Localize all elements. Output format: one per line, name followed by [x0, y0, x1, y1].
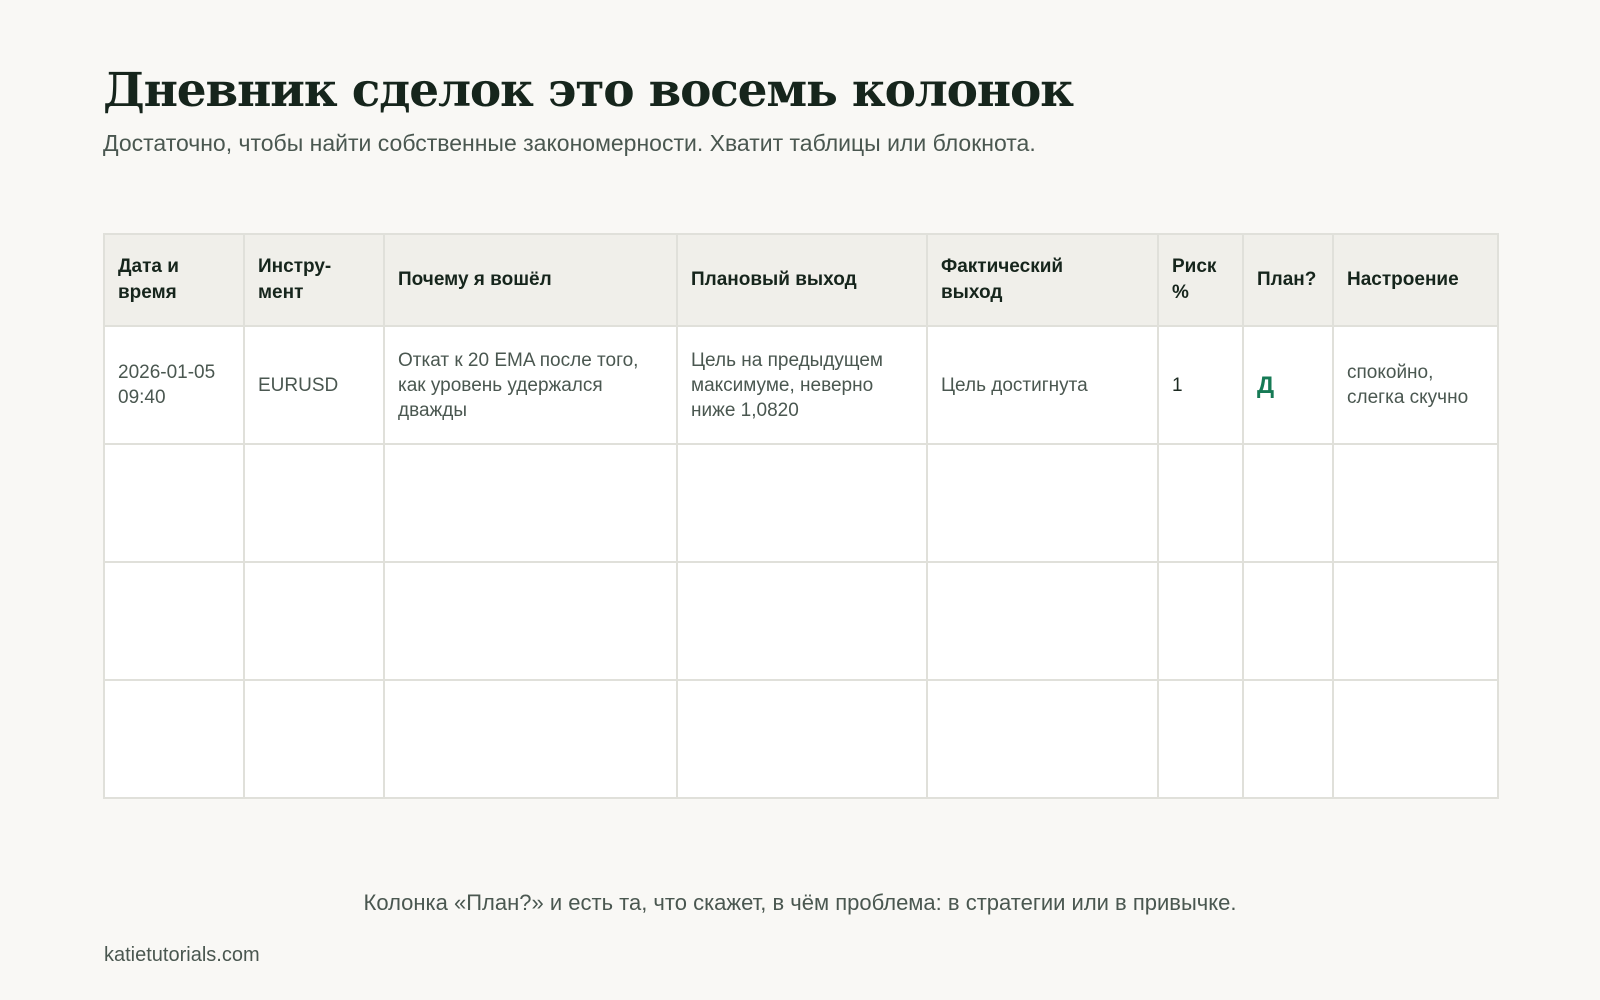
empty-cell	[104, 444, 244, 562]
empty-cell	[677, 680, 927, 798]
column-header-date: Дата и время	[104, 234, 244, 326]
empty-cell	[927, 444, 1158, 562]
table-header-row	[104, 234, 1498, 326]
footnote: Колонка «План?» и есть та, что скажет, в чём проблема: в стратегии или в привычке.	[363, 890, 1237, 915]
empty-cell	[1333, 562, 1498, 680]
empty-cell	[927, 680, 1158, 798]
page-title: Дневник сделок это восемь колонок	[103, 63, 1073, 118]
empty-cell	[1243, 562, 1333, 680]
empty-cell	[927, 562, 1158, 680]
column-header-plan: План?	[1243, 234, 1333, 326]
empty-cell	[1158, 680, 1243, 798]
cell-instrument: EURUSD	[244, 326, 384, 444]
empty-cell	[384, 444, 677, 562]
column-header-planned-exit: Плановый выход	[677, 234, 927, 326]
trade-journal-table	[103, 233, 1499, 799]
cell-risk: 1	[1158, 326, 1243, 444]
cell-date: 2026-01-05 09:40	[104, 326, 244, 444]
empty-cell	[1243, 444, 1333, 562]
empty-cell	[384, 562, 677, 680]
site-url: katietutorials.com	[104, 944, 260, 966]
empty-cell	[104, 680, 244, 798]
empty-cell	[244, 680, 384, 798]
empty-cell	[1333, 444, 1498, 562]
empty-cell	[1243, 680, 1333, 798]
column-header-instrument: Инстру- мент	[244, 234, 384, 326]
cell-reason: Откат к 20 EMA после того, как уровень удержался дважды	[384, 326, 677, 444]
empty-cell	[1333, 680, 1498, 798]
column-header-mood: Настроение	[1333, 234, 1498, 326]
table-row	[104, 326, 1498, 444]
empty-table-row	[104, 680, 1498, 798]
empty-cell	[677, 562, 927, 680]
page-subtitle: Достаточно, чтобы найти собственные закономерности. Хватит таблицы или блокнота.	[103, 130, 1036, 156]
empty-table-row	[104, 444, 1498, 562]
empty-cell	[384, 680, 677, 798]
empty-cell	[1158, 562, 1243, 680]
cell-actual-exit: Цель достигнута	[927, 326, 1158, 444]
column-header-reason: Почему я вошёл	[384, 234, 677, 326]
cell-mood: спокойно, слегка скучно	[1333, 326, 1498, 444]
empty-cell	[1158, 444, 1243, 562]
empty-cell	[244, 444, 384, 562]
cell-plan: Д	[1243, 326, 1333, 444]
empty-table-row	[104, 562, 1498, 680]
empty-cell	[677, 444, 927, 562]
empty-cell	[104, 562, 244, 680]
column-header-risk: Риск %	[1158, 234, 1243, 326]
column-header-actual-exit: Фактический выход	[927, 234, 1158, 326]
empty-cell	[244, 562, 384, 680]
cell-planned-exit: Цель на предыдущем максимуме, неверно ниже 1,0820	[677, 326, 927, 444]
